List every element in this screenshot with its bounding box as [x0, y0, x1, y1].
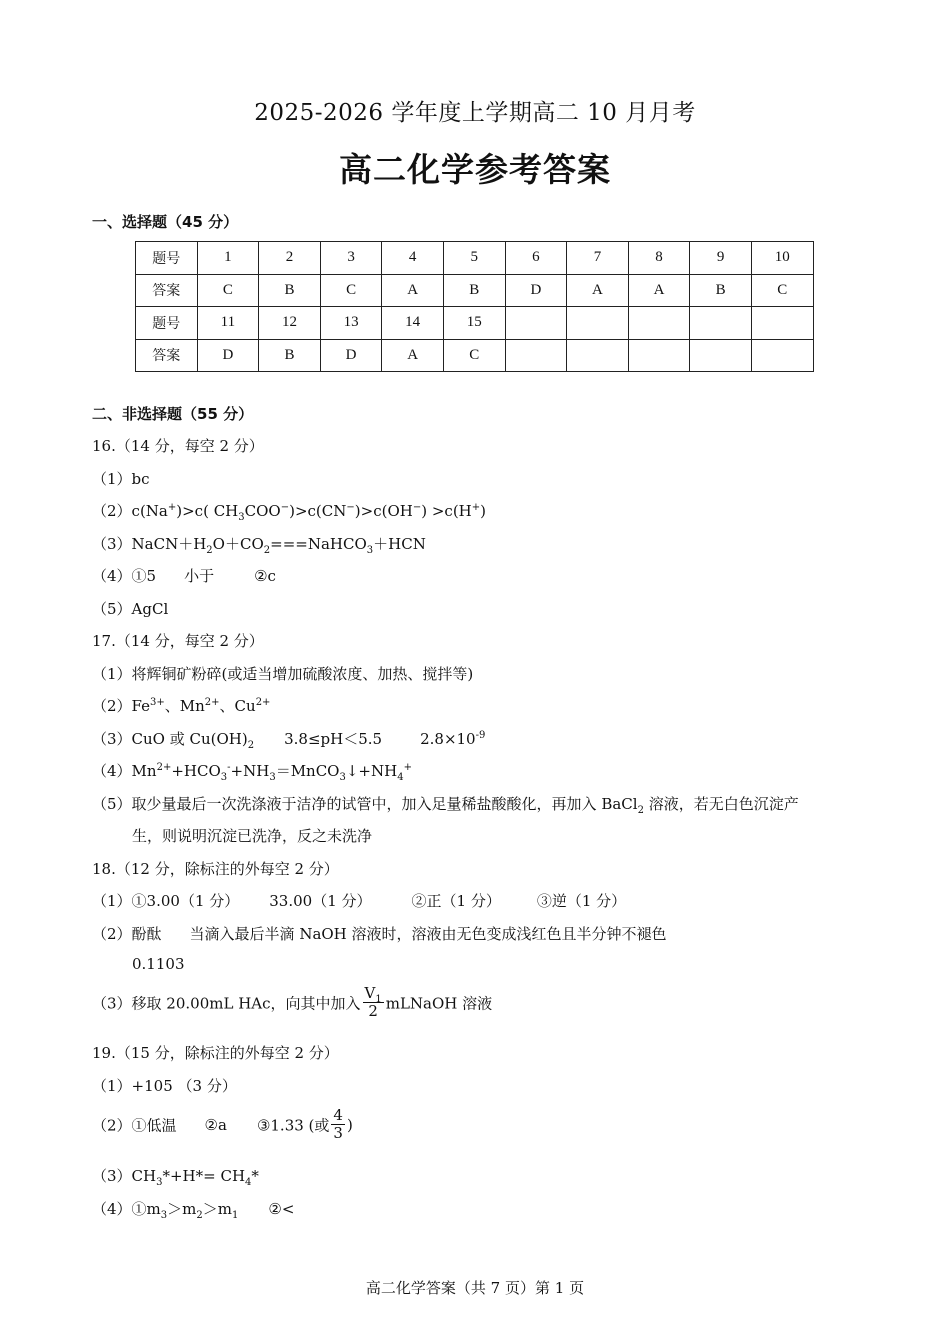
answer-table-cell	[628, 307, 690, 340]
answer-table-cell: 15	[443, 307, 505, 340]
answer-table-cell	[567, 307, 629, 340]
answer-table-cell: 12	[259, 307, 321, 340]
answer-table-row	[136, 242, 814, 275]
document-title: 高二化学参考答案	[339, 150, 611, 189]
q19-answer-1: （1）+105 （3 分）	[92, 1077, 237, 1095]
answer-table-cell: A	[628, 274, 690, 307]
answer-table-cell: C	[443, 339, 505, 372]
answer-table-cell: B	[443, 274, 505, 307]
answer-table-row	[136, 274, 814, 307]
q18-answer-1: （1）①3.00（1 分） 33.00（1 分） ②正（1 分） ③逆（1 分）	[92, 892, 627, 910]
q19-answer-2: （2）①低温 ②a ③1.33 (或 $\frac{4}{3}$ )	[92, 1106, 353, 1143]
answer-table-cell: 1	[197, 242, 259, 275]
answer-table-cell: 11	[197, 307, 259, 340]
q16-answer-2: （2）c(Na+)>c( $CH_3COO^-)>c(CN^-)>c(OH^-) >c(H^+)$	[92, 502, 487, 523]
answer-table-cell: 7	[567, 242, 629, 275]
answer-table-cell	[690, 307, 752, 340]
q19-heading: 19.（15 分，除标注的外每空 2 分）	[92, 1044, 339, 1062]
answer-table-cell: 5	[443, 242, 505, 275]
answer-table-cell: B	[259, 274, 321, 307]
answer-table-header-cell: 答案	[136, 274, 198, 307]
q17-answer-4: $(4)Mn^{2+}+HCO_3^-+NH_3=MnCO_3↓+NH_4^+$	[92, 762, 412, 783]
answer-table-cell	[505, 339, 567, 372]
answer-table-cell: D	[320, 339, 382, 372]
q16-heading: 16.（14 分，每空 2 分）	[92, 437, 264, 455]
q18-answer-2: （2）酚酞 当滴入最后半滴 NaOH 溶液时，溶液由无色变成浅红色且半分钟不褪色	[92, 925, 667, 943]
answer-table-cell: 4	[382, 242, 444, 275]
answer-table-row	[136, 307, 814, 340]
answer-table-cell	[567, 339, 629, 372]
answer-table-cell	[690, 339, 752, 372]
choice-answer-table	[135, 241, 814, 372]
answer-table-cell: 9	[690, 242, 752, 275]
answer-table-cell	[628, 339, 690, 372]
answer-table-cell: C	[751, 274, 813, 307]
answer-table-cell: B	[690, 274, 752, 307]
answer-table-cell: 14	[382, 307, 444, 340]
q19-answer-4: $(4)①m_3>m_2>m_1$ ②<	[92, 1200, 295, 1221]
q17-answer-5-line2: 生，则说明沉淀已洗净，反之未洗净	[132, 827, 373, 845]
section-nonchoice-heading: 二、非选择题（55 分）	[92, 405, 254, 423]
section-choice-heading: 一、选择题（45 分）	[92, 213, 239, 231]
q17-heading: 17.（14 分，每空 2 分）	[92, 632, 264, 650]
q17-answer-2: $(2)Fe^{3+}$、$Mn^{2+}$、$Cu^{2+}$	[92, 697, 271, 715]
q16-answer-1: （1）bc	[92, 470, 150, 488]
q16-answer-5: （5）AgCl	[92, 600, 169, 618]
answer-table-row	[136, 339, 814, 372]
q18-answer-3: （3）移取 20.00mL HAc，向其中加入 $\frac{V_1}{2}$ mLNaOH 溶液	[92, 984, 493, 1021]
answer-table-header-cell: 题号	[136, 307, 198, 340]
q19-answer-3: $(3)CH_3*+H*= CH_4*$	[92, 1167, 259, 1188]
answer-table-header-cell: 答案	[136, 339, 198, 372]
answer-table-cell	[505, 307, 567, 340]
answer-table-cell	[751, 307, 813, 340]
q17-answer-3: （3）CuO 或 $Cu(OH)_2$ 3.8≤pH＜5.5 $2.8\times 10^{-9}$	[92, 730, 486, 751]
answer-table-cell: 2	[259, 242, 321, 275]
exam-title: 2025-2026 学年度上学期高二 10 月月考	[254, 100, 696, 126]
answer-table-cell: B	[259, 339, 321, 372]
answer-table-cell: A	[567, 274, 629, 307]
answer-table-header-cell: 题号	[136, 242, 198, 275]
q16-answer-3: $(3)NaCN+H_2O+CO_2===NaHCO_3+HCN$	[92, 535, 426, 556]
answer-table-cell: D	[505, 274, 567, 307]
ratio-fraction: $\frac{4}{3}$	[333, 1106, 343, 1143]
page-footer: 高二化学答案（共 7 页）第 1 页	[365, 1279, 585, 1297]
answer-table-cell: 6	[505, 242, 567, 275]
answer-table-cell	[751, 339, 813, 372]
answer-table-cell: A	[382, 274, 444, 307]
q16-answer-4: （4）①5 小于 ②c	[92, 567, 276, 585]
q18-heading: 18.（12 分，除标注的外每空 2 分）	[92, 860, 339, 878]
answer-table-cell: C	[320, 274, 382, 307]
answer-table-cell: A	[382, 339, 444, 372]
answer-table-cell: 13	[320, 307, 382, 340]
q17-answer-1: （1）将辉铜矿粉碎(或适当增加硫酸浓度、加热、搅拌等)	[92, 665, 474, 683]
answer-table-cell: C	[197, 274, 259, 307]
answer-table-cell: 8	[628, 242, 690, 275]
volume-fraction: $\frac{V_1}{2}$	[364, 984, 382, 1021]
answer-table-cell: 3	[320, 242, 382, 275]
answer-table-cell: D	[197, 339, 259, 372]
q17-answer-5-line1: （5）取少量最后一次洗涤液于洁净的试管中，加入足量稀盐酸酸化，再加入 BaCl$_2$ 溶液，若无白色沉淀产	[92, 795, 799, 816]
q18-answer-2-value: 0.1103	[132, 955, 185, 973]
answer-table-cell: 10	[751, 242, 813, 275]
